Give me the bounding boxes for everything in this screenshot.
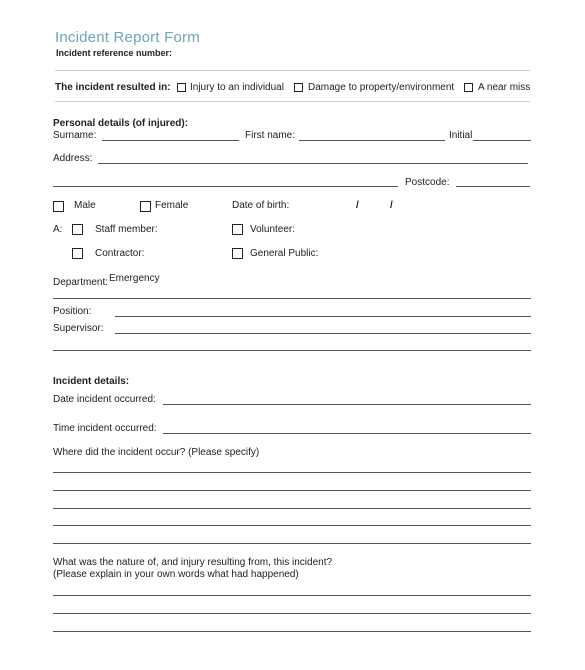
initial-field[interactable] [473, 140, 531, 141]
department-field[interactable] [53, 298, 531, 299]
volunteer-label: Volunteer: [250, 224, 296, 235]
nature-field-line[interactable] [53, 613, 531, 614]
near-miss-checkbox[interactable] [464, 83, 473, 92]
address-field-line1[interactable] [98, 163, 528, 164]
supervisor-field-extra[interactable] [53, 350, 531, 351]
injury-option-label: Injury to an individual [190, 82, 284, 93]
resulted-label: The incident resulted in: [55, 82, 171, 93]
general-public-label: General Public: [250, 248, 319, 259]
damage-checkbox[interactable] [294, 83, 303, 92]
time-occurred-field[interactable] [163, 433, 531, 434]
dob-label: Date of birth: [232, 200, 290, 211]
staff-member-checkbox[interactable] [72, 224, 83, 235]
department-label: Department: [53, 277, 109, 288]
volunteer-checkbox[interactable] [232, 224, 243, 235]
dob-separator-2: / [390, 200, 393, 211]
where-field-line[interactable] [53, 525, 531, 526]
female-label: Female [155, 200, 189, 211]
address-field-line2[interactable] [53, 186, 398, 187]
first-name-label: First name: [245, 130, 296, 141]
nature-label-line2: (Please explain in your own words what had happened) [53, 569, 299, 580]
form-title: Incident Report Form [55, 29, 200, 46]
where-field-line[interactable] [53, 472, 531, 473]
first-name-field[interactable] [299, 140, 445, 141]
where-label: Where did the incident occur? (Please specify) [53, 447, 260, 458]
injury-checkbox[interactable] [177, 83, 186, 92]
department-value[interactable]: Emergency [109, 273, 160, 284]
where-field-line[interactable] [53, 543, 531, 544]
date-occurred-field[interactable] [163, 404, 531, 405]
where-field-line[interactable] [53, 490, 531, 491]
postcode-field[interactable] [456, 186, 530, 187]
reference-label: Incident reference number: [56, 48, 173, 58]
incident-heading: Incident details: [53, 376, 130, 387]
time-occurred-label: Time incident occurred: [53, 423, 157, 434]
where-field-line[interactable] [53, 508, 531, 509]
general-public-checkbox[interactable] [232, 248, 243, 259]
personal-heading: Personal details (of injured): [53, 118, 189, 129]
male-label: Male [74, 200, 96, 211]
female-checkbox[interactable] [140, 201, 151, 212]
header-divider [55, 70, 530, 71]
section-divider [55, 101, 530, 102]
a-label: A: [53, 224, 63, 235]
supervisor-label: Supervisor: [53, 323, 104, 334]
male-checkbox[interactable] [53, 201, 64, 212]
initial-label: Initial [449, 130, 473, 141]
staff-member-label: Staff member: [95, 224, 158, 235]
nature-field-line[interactable] [53, 595, 531, 596]
damage-option-label: Damage to property/environment [308, 82, 455, 93]
surname-field[interactable] [102, 140, 239, 141]
near-miss-option-label: A near miss [478, 82, 531, 93]
date-occurred-label: Date incident occurred: [53, 394, 156, 405]
position-label: Position: [53, 306, 92, 317]
address-label: Address: [53, 153, 93, 164]
postcode-label: Postcode: [405, 177, 450, 188]
dob-separator-1: / [356, 200, 359, 211]
position-field[interactable] [115, 316, 531, 317]
nature-label-line1: What was the nature of, and injury resulting from, this incident? [53, 557, 333, 568]
contractor-label: Contractor: [95, 248, 145, 259]
surname-label: Surname: [53, 130, 97, 141]
contractor-checkbox[interactable] [72, 248, 83, 259]
supervisor-field[interactable] [115, 333, 531, 334]
nature-field-line[interactable] [53, 631, 531, 632]
